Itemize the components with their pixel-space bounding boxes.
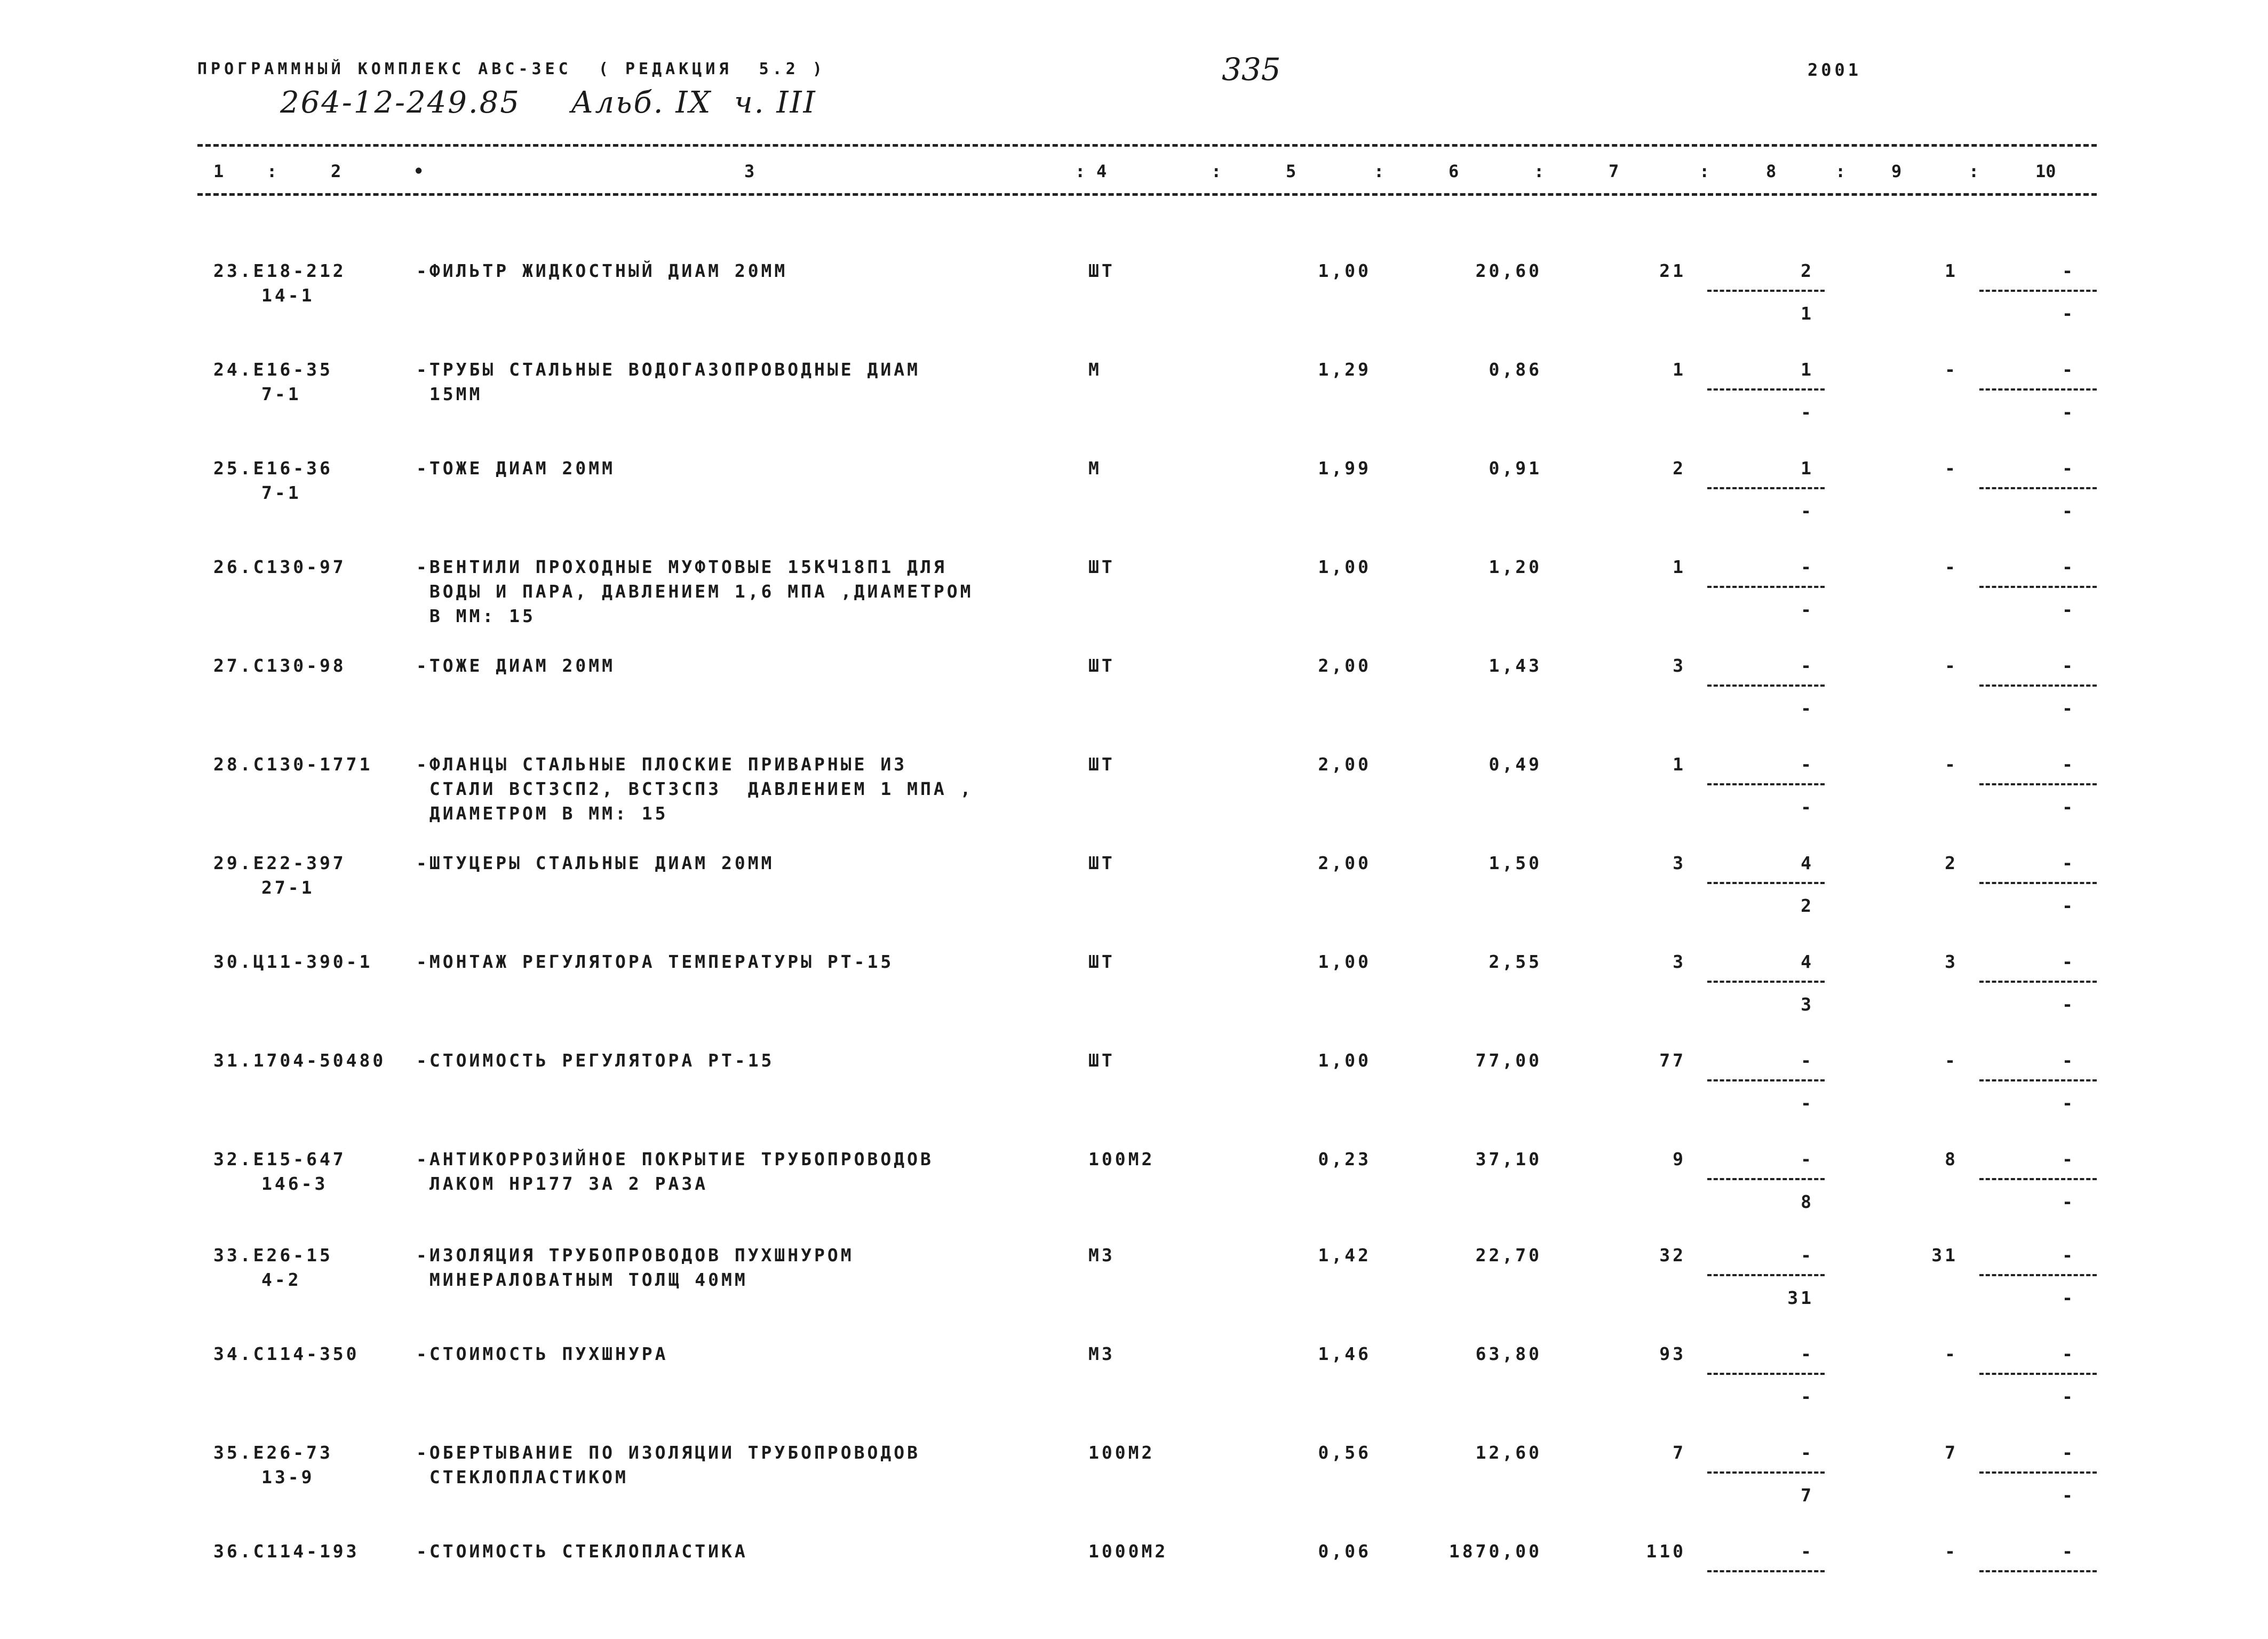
- row-col8-bottom: 3: [1801, 994, 1814, 1015]
- column-header-5: 5: [1286, 161, 1296, 181]
- row-col8-top: -: [1801, 655, 1814, 676]
- row-unit-price: 1870,00: [1449, 1541, 1542, 1562]
- row-col10-bottom: -: [2062, 402, 2075, 423]
- row-col8-top: 1: [1801, 458, 1814, 479]
- row-col10-bottom: -: [2062, 1485, 2075, 1506]
- row-quantity: 1,29: [1318, 359, 1371, 380]
- row-col9: 1: [1945, 260, 1958, 281]
- row-unit-price: 63,80: [1475, 1343, 1542, 1364]
- row-col10-top: -: [2062, 359, 2075, 380]
- row-code: 30.Ц11-390-1: [213, 951, 373, 972]
- row-col9: -: [1945, 1050, 1958, 1071]
- row-description-line: -СТОИМОСТЬ СТЕКЛОПЛАСТИКА: [416, 1541, 748, 1562]
- col8-fraction-line: [1707, 783, 1825, 785]
- col10-fraction-line: [1979, 1079, 2097, 1081]
- row-total: 1: [1673, 556, 1686, 577]
- col10-fraction-line: [1979, 1178, 2097, 1180]
- row-col8-bottom: -: [1801, 698, 1814, 719]
- col8-fraction-line: [1707, 981, 1825, 983]
- row-col8-top: -: [1801, 1541, 1814, 1562]
- col8-fraction-line: [1707, 1373, 1825, 1375]
- row-quantity: 2,00: [1318, 754, 1371, 775]
- row-col9: 8: [1945, 1149, 1958, 1169]
- column-header-3: 3: [744, 161, 755, 181]
- row-unit-price: 0,49: [1489, 754, 1542, 775]
- row-col10-top: -: [2062, 853, 2075, 873]
- row-subcode: 7-1: [261, 482, 301, 503]
- row-col10-bottom: -: [2062, 994, 2075, 1015]
- row-description-line: -СТОИМОСТЬ ПУХШНУРА: [416, 1343, 669, 1364]
- row-col10-bottom: -: [2062, 797, 2075, 817]
- header-top-rule: [197, 144, 2097, 147]
- row-unit: М3: [1088, 1343, 1115, 1364]
- row-unit: ШТ: [1088, 1050, 1115, 1071]
- row-total: 1: [1673, 754, 1686, 775]
- row-quantity: 0,23: [1318, 1149, 1371, 1169]
- col8-fraction-line: [1707, 1178, 1825, 1180]
- row-col8-bottom: -: [1801, 599, 1814, 620]
- row-col9: -: [1945, 458, 1958, 479]
- row-unit: 100М2: [1088, 1442, 1155, 1463]
- column-separator: •: [413, 161, 424, 181]
- row-col10-bottom: -: [2062, 1093, 2075, 1113]
- row-total: 110: [1646, 1541, 1686, 1562]
- row-col10-top: -: [2062, 1245, 2075, 1266]
- row-subcode: 13-9: [261, 1467, 315, 1487]
- header-bottom-rule: [197, 193, 2097, 196]
- col10-fraction-line: [1979, 290, 2097, 292]
- row-col8-bottom: 1: [1801, 303, 1814, 324]
- col10-fraction-line: [1979, 1570, 2097, 1572]
- row-unit-price: 2,55: [1489, 951, 1542, 972]
- col8-fraction-line: [1707, 290, 1825, 292]
- row-col8-top: -: [1801, 1442, 1814, 1463]
- column-header-8: 8: [1766, 161, 1777, 181]
- row-unit: ШТ: [1088, 260, 1115, 281]
- row-unit-price: 0,86: [1489, 359, 1542, 380]
- column-separator: :: [1699, 161, 1710, 181]
- column-separator: :: [1969, 161, 1979, 181]
- row-unit: ШТ: [1088, 556, 1115, 577]
- row-col9: -: [1945, 359, 1958, 380]
- col10-fraction-line: [1979, 882, 2097, 884]
- column-separator: :: [1075, 161, 1086, 181]
- col10-fraction-line: [1979, 586, 2097, 588]
- row-col8-top: 4: [1801, 951, 1814, 972]
- row-col10-top: -: [2062, 556, 2075, 577]
- row-quantity: 1,99: [1318, 458, 1371, 479]
- row-description-line: 15ММ: [416, 384, 483, 404]
- row-description-line: -ТОЖЕ ДИАМ 20ММ: [416, 655, 616, 676]
- col10-fraction-line: [1979, 388, 2097, 391]
- col10-fraction-line: [1979, 1274, 2097, 1276]
- row-description-line: -ИЗОЛЯЦИЯ ТРУБОПРОВОДОВ ПУХШНУРОМ: [416, 1245, 854, 1266]
- row-total: 7: [1673, 1442, 1686, 1463]
- row-subcode: 27-1: [261, 877, 315, 898]
- col10-fraction-line: [1979, 1373, 2097, 1375]
- row-unit: 100М2: [1088, 1149, 1155, 1169]
- row-col10-top: -: [2062, 260, 2075, 281]
- column-header-4: 4: [1096, 161, 1107, 181]
- handwritten-album: Альб. IX ч. III: [571, 85, 817, 120]
- row-unit-price: 1,43: [1489, 655, 1542, 676]
- col8-fraction-line: [1707, 487, 1825, 489]
- row-code: 24.Е16-35: [213, 359, 333, 380]
- row-total: 9: [1673, 1149, 1686, 1169]
- row-description-line: -ТРУБЫ СТАЛЬНЫЕ ВОДОГАЗОПРОВОДНЫЕ ДИАМ: [416, 359, 920, 380]
- col8-fraction-line: [1707, 1471, 1825, 1474]
- row-col8-top: 2: [1801, 260, 1814, 281]
- row-col8-top: 4: [1801, 853, 1814, 873]
- col10-fraction-line: [1979, 1471, 2097, 1474]
- row-col9: -: [1945, 1541, 1958, 1562]
- row-col8-top: 1: [1801, 359, 1814, 380]
- col8-fraction-line: [1707, 685, 1825, 687]
- row-total: 3: [1673, 655, 1686, 676]
- col10-fraction-line: [1979, 487, 2097, 489]
- column-header-9: 9: [1891, 161, 1902, 181]
- row-total: 93: [1659, 1343, 1686, 1364]
- row-col10-top: -: [2062, 458, 2075, 479]
- row-col10-top: -: [2062, 1149, 2075, 1169]
- row-col9: 2: [1945, 853, 1958, 873]
- row-description-line: В ММ: 15: [416, 606, 536, 626]
- row-code: 29.Е22-397: [213, 853, 346, 873]
- row-col10-bottom: -: [2062, 1191, 2075, 1212]
- row-total: 3: [1673, 853, 1686, 873]
- row-description-line: -ШТУЦЕРЫ СТАЛЬНЫЕ ДИАМ 20ММ: [416, 853, 775, 873]
- row-col10-top: -: [2062, 655, 2075, 676]
- row-col10-bottom: -: [2062, 1287, 2075, 1308]
- row-description-line: ЛАКОМ НР177 ЗА 2 РАЗА: [416, 1173, 709, 1194]
- row-description-line: ВОДЫ И ПАРА, ДАВЛЕНИЕМ 1,6 МПА ,ДИАМЕТРОМ: [416, 581, 974, 602]
- row-unit-price: 77,00: [1475, 1050, 1542, 1071]
- row-unit-price: 12,60: [1475, 1442, 1542, 1463]
- column-header-6: 6: [1449, 161, 1459, 181]
- row-unit-price: 20,60: [1475, 260, 1542, 281]
- column-header-1: 1: [213, 161, 224, 181]
- row-description-line: -ВЕНТИЛИ ПРОХОДНЫЕ МУФТОВЫЕ 15КЧ18П1 ДЛЯ: [416, 556, 947, 577]
- row-col8-bottom: -: [1801, 500, 1814, 521]
- row-quantity: 1,46: [1318, 1343, 1371, 1364]
- row-col10-bottom: -: [2062, 1386, 2075, 1407]
- row-col9: 7: [1945, 1442, 1958, 1463]
- row-code: 31.1704-50480: [213, 1050, 386, 1071]
- row-col8-bottom: 7: [1801, 1485, 1814, 1506]
- row-unit: М: [1088, 359, 1102, 380]
- row-col8-bottom: -: [1801, 1386, 1814, 1407]
- column-header-2: 2: [331, 161, 341, 181]
- row-total: 21: [1659, 260, 1686, 281]
- col8-fraction-line: [1707, 388, 1825, 391]
- row-code: 34.С114-350: [213, 1343, 360, 1364]
- row-col8-bottom: 2: [1801, 895, 1814, 916]
- col8-fraction-line: [1707, 586, 1825, 588]
- row-col8-top: -: [1801, 1245, 1814, 1266]
- row-quantity: 2,00: [1318, 655, 1371, 676]
- column-separator: :: [1835, 161, 1846, 181]
- col10-fraction-line: [1979, 783, 2097, 785]
- row-subcode: 4-2: [261, 1269, 301, 1290]
- row-col9: -: [1945, 754, 1958, 775]
- col10-fraction-line: [1979, 981, 2097, 983]
- row-description-line: СТЕКЛОПЛАСТИКОМ: [416, 1467, 628, 1487]
- column-header-10: 10: [2035, 161, 2056, 181]
- column-header-7: 7: [1609, 161, 1619, 181]
- row-total: 2: [1673, 458, 1686, 479]
- row-col8-bottom: -: [1801, 402, 1814, 423]
- row-col10-bottom: -: [2062, 698, 2075, 719]
- row-col9: 31: [1931, 1245, 1958, 1266]
- row-code: 36.С114-193: [213, 1541, 360, 1562]
- row-unit: ШТ: [1088, 655, 1115, 676]
- row-col8-top: -: [1801, 1050, 1814, 1071]
- document-year: 2001: [1808, 60, 1862, 80]
- column-separator: :: [1211, 161, 1222, 181]
- row-unit: ШТ: [1088, 853, 1115, 873]
- row-unit-price: 1,20: [1489, 556, 1542, 577]
- row-quantity: 1,00: [1318, 556, 1371, 577]
- column-separator: :: [267, 161, 277, 181]
- row-col9: -: [1945, 556, 1958, 577]
- row-col10-bottom: -: [2062, 500, 2075, 521]
- row-total: 3: [1673, 951, 1686, 972]
- row-col10-bottom: -: [2062, 599, 2075, 620]
- row-total: 77: [1659, 1050, 1686, 1071]
- row-description-line: -ФИЛЬТР ЖИДКОСТНЫЙ ДИАМ 20ММ: [416, 260, 788, 281]
- row-col8-top: -: [1801, 556, 1814, 577]
- row-subcode: 14-1: [261, 285, 315, 306]
- column-separator: :: [1374, 161, 1384, 181]
- row-description-line: -ТОЖЕ ДИАМ 20ММ: [416, 458, 616, 479]
- row-quantity: 0,56: [1318, 1442, 1371, 1463]
- page-number: 335: [1222, 51, 1281, 87]
- row-quantity: 1,00: [1318, 1050, 1371, 1071]
- row-unit: ШТ: [1088, 951, 1115, 972]
- row-col8-top: -: [1801, 1343, 1814, 1364]
- row-quantity: 1,42: [1318, 1245, 1371, 1266]
- handwritten-code: 264-12-249.85: [280, 85, 521, 120]
- column-separator: :: [1534, 161, 1545, 181]
- row-col8-bottom: 31: [1787, 1287, 1814, 1308]
- row-col10-top: -: [2062, 1541, 2075, 1562]
- row-code: 32.Е15-647: [213, 1149, 346, 1169]
- row-description-line: СТАЛИ ВСТ3СП2, ВСТ3СП3 ДАВЛЕНИЕМ 1 МПА ,: [416, 778, 974, 799]
- col8-fraction-line: [1707, 1570, 1825, 1572]
- row-description-line: ДИАМЕТРОМ В ММ: 15: [416, 803, 669, 824]
- row-unit-price: 0,91: [1489, 458, 1542, 479]
- row-col8-bottom: 8: [1801, 1191, 1814, 1212]
- row-col10-top: -: [2062, 1050, 2075, 1071]
- row-code: 27.С130-98: [213, 655, 346, 676]
- row-col10-bottom: -: [2062, 895, 2075, 916]
- row-quantity: 0,06: [1318, 1541, 1371, 1562]
- row-unit: М: [1088, 458, 1102, 479]
- row-unit-price: 1,50: [1489, 853, 1542, 873]
- row-col10-top: -: [2062, 1343, 2075, 1364]
- col8-fraction-line: [1707, 1079, 1825, 1081]
- row-col10-top: -: [2062, 1442, 2075, 1463]
- row-description-line: -МОНТАЖ РЕГУЛЯТОРА ТЕМПЕРАТУРЫ РТ-15: [416, 951, 894, 972]
- row-quantity: 1,00: [1318, 260, 1371, 281]
- col10-fraction-line: [1979, 685, 2097, 687]
- row-subcode: 7-1: [261, 384, 301, 404]
- row-col9: 3: [1945, 951, 1958, 972]
- row-total: 1: [1673, 359, 1686, 380]
- program-title: ПРОГРАММНЫЙ КОМПЛЕКС АВС-3ЕС ( РЕДАКЦИЯ 5.2 ): [197, 60, 826, 78]
- row-col10-top: -: [2062, 754, 2075, 775]
- row-col8-bottom: -: [1801, 1093, 1814, 1113]
- row-quantity: 2,00: [1318, 853, 1371, 873]
- row-code: 35.Е26-73: [213, 1442, 333, 1463]
- row-unit-price: 37,10: [1475, 1149, 1542, 1169]
- row-code: 23.Е18-212: [213, 260, 346, 281]
- col8-fraction-line: [1707, 882, 1825, 884]
- row-code: 26.С130-97: [213, 556, 346, 577]
- row-col10-top: -: [2062, 951, 2075, 972]
- row-description-line: МИНЕРАЛОВАТНЫМ ТОЛЩ 40ММ: [416, 1269, 748, 1290]
- row-code: 25.Е16-36: [213, 458, 333, 479]
- row-quantity: 1,00: [1318, 951, 1371, 972]
- row-unit: 1000М2: [1088, 1541, 1168, 1562]
- row-description-line: -ФЛАНЦЫ СТАЛЬНЫЕ ПЛОСКИЕ ПРИВАРНЫЕ ИЗ: [416, 754, 908, 775]
- row-unit-price: 22,70: [1475, 1245, 1542, 1266]
- row-description-line: -ОБЕРТЫВАНИЕ ПО ИЗОЛЯЦИИ ТРУБОПРОВОДОВ: [416, 1442, 920, 1463]
- row-unit: М3: [1088, 1245, 1115, 1266]
- row-subcode: 146-3: [261, 1173, 328, 1194]
- col8-fraction-line: [1707, 1274, 1825, 1276]
- row-col8-top: -: [1801, 754, 1814, 775]
- row-total: 32: [1659, 1245, 1686, 1266]
- row-col9: -: [1945, 1343, 1958, 1364]
- row-col9: -: [1945, 655, 1958, 676]
- row-col10-bottom: -: [2062, 303, 2075, 324]
- row-description-line: -АНТИКОРРОЗИЙНОЕ ПОКРЫТИЕ ТРУБОПРОВОДОВ: [416, 1149, 934, 1169]
- row-code: 28.С130-1771: [213, 754, 373, 775]
- row-unit: ШТ: [1088, 754, 1115, 775]
- row-col8-top: -: [1801, 1149, 1814, 1169]
- row-description-line: -СТОИМОСТЬ РЕГУЛЯТОРА РТ-15: [416, 1050, 775, 1071]
- row-code: 33.Е26-15: [213, 1245, 333, 1266]
- row-col8-bottom: -: [1801, 797, 1814, 817]
